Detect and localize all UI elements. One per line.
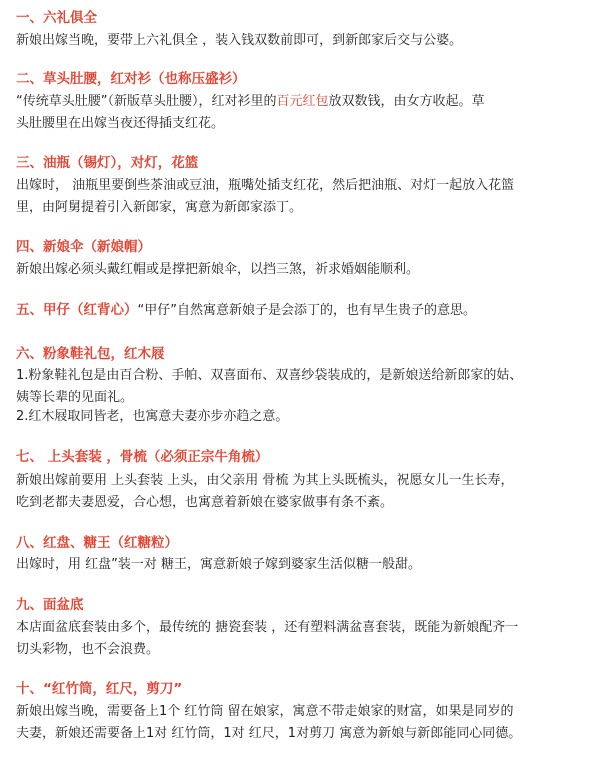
section-2-heading: 二、草头肚腰，红对衫（也称压盛衫） [16, 71, 246, 87]
section-3-line-1: 出嫁时， 油瓶里要倒些茶油或豆油，瓶嘴处插支红花，然后把油瓶、对灯一起放入花篮 [16, 178, 515, 193]
section-5-text: “甲仔”自然寓意新娘子是会添丁的，也有早生贵子的意思。 [137, 303, 476, 318]
section-10-line-2: 夫妻，新娘还需要备上1对 红竹筒，1对 红尺，1对剪刀 寓意为新娘与新郎能同心同德。 [16, 726, 522, 741]
section-1-heading: 一、六礼俱全 [16, 10, 97, 26]
section-10-heading: 十、“红竹筒，红尺，剪刀” [16, 681, 183, 697]
section-8-heading: 八、红盘、糖王（红糖粒） [16, 535, 178, 551]
section-2-text-before: “传统草头肚腰”（新版草头肚腰），红对衫里的 [16, 94, 277, 109]
section-9-heading: 九、面盆底 [16, 597, 84, 613]
section-5-line [16, 301, 476, 320]
section-9-line-2: 切头彩物，也不会浪费。 [16, 642, 160, 657]
section-2-line-1 [16, 93, 485, 111]
section-6-heading: 六、粉象鞋礼包，红木屐 [16, 346, 165, 362]
section-2-line-2: 头肚腰里在出嫁当夜还得插支红花。 [16, 116, 225, 131]
section-5-heading: 五、甲仔（红背心） [16, 302, 138, 318]
section-6-line-2: 姨等长辈的见面礼。 [16, 390, 134, 405]
section-4-heading: 四、新娘伞（新娘帽） [16, 239, 151, 255]
section-7-line-1: 新娘出嫁前要用 上头套装 上头，由父亲用 骨梳 为其上头既梳头，祝愿女儿一生长寿， [16, 473, 514, 488]
section-6-line-3: 2.红木屐取同皆老，也寓意夫妻亦步亦趋之意。 [16, 409, 289, 424]
section-3-heading: 三、油瓶（锡灯），对灯，花篮 [16, 155, 199, 171]
section-9-line-1: 本店面盆底套装由多个，最传统的 搪瓷套装 ，还有塑料满盆喜套装，既能为新娘配齐一 [16, 620, 519, 635]
section-3-line-2: 里，由阿舅提着引入新郎家，寓意为新郎家添丁。 [16, 200, 303, 215]
section-6-line-1: 1.粉象鞋礼包是由百合粉、手帕、双喜面布、双喜纱袋装成的，是新娘送给新郎家的姑、 [16, 368, 523, 383]
section-2-text-after: 放双数钱，由女方收起。草 [328, 94, 485, 109]
section-8-line-1: 出嫁时，用 红盘”装一对 糖王，寓意新娘子嫁到婆家生活似糖一般甜。 [16, 557, 421, 572]
section-4-line-1: 新娘出嫁必须头戴红帽或是撑把新娘伞，以挡三煞，祈求婚姻能顺利。 [16, 262, 420, 277]
section-10-line-1: 新娘出嫁当晚，需要备上1个 红竹筒 留在娘家，寓意不带走娘家的财富，如果是同岁的 [16, 704, 514, 719]
section-1-line-1: 新娘出嫁当晚，要带上六礼俱全 ，装入钱双数前即可，到新郎家后交与公婆。 [16, 33, 463, 48]
section-2-highlight: 百元红包 [276, 94, 329, 109]
section-7-heading: 七、 上头套装 ，骨梳（必须正宗牛角梳） [16, 449, 269, 465]
section-7-line-2: 吃到老都夫妻恩爱，合心想，也寓意着新娘在婆家做事有条不紊。 [16, 495, 394, 510]
